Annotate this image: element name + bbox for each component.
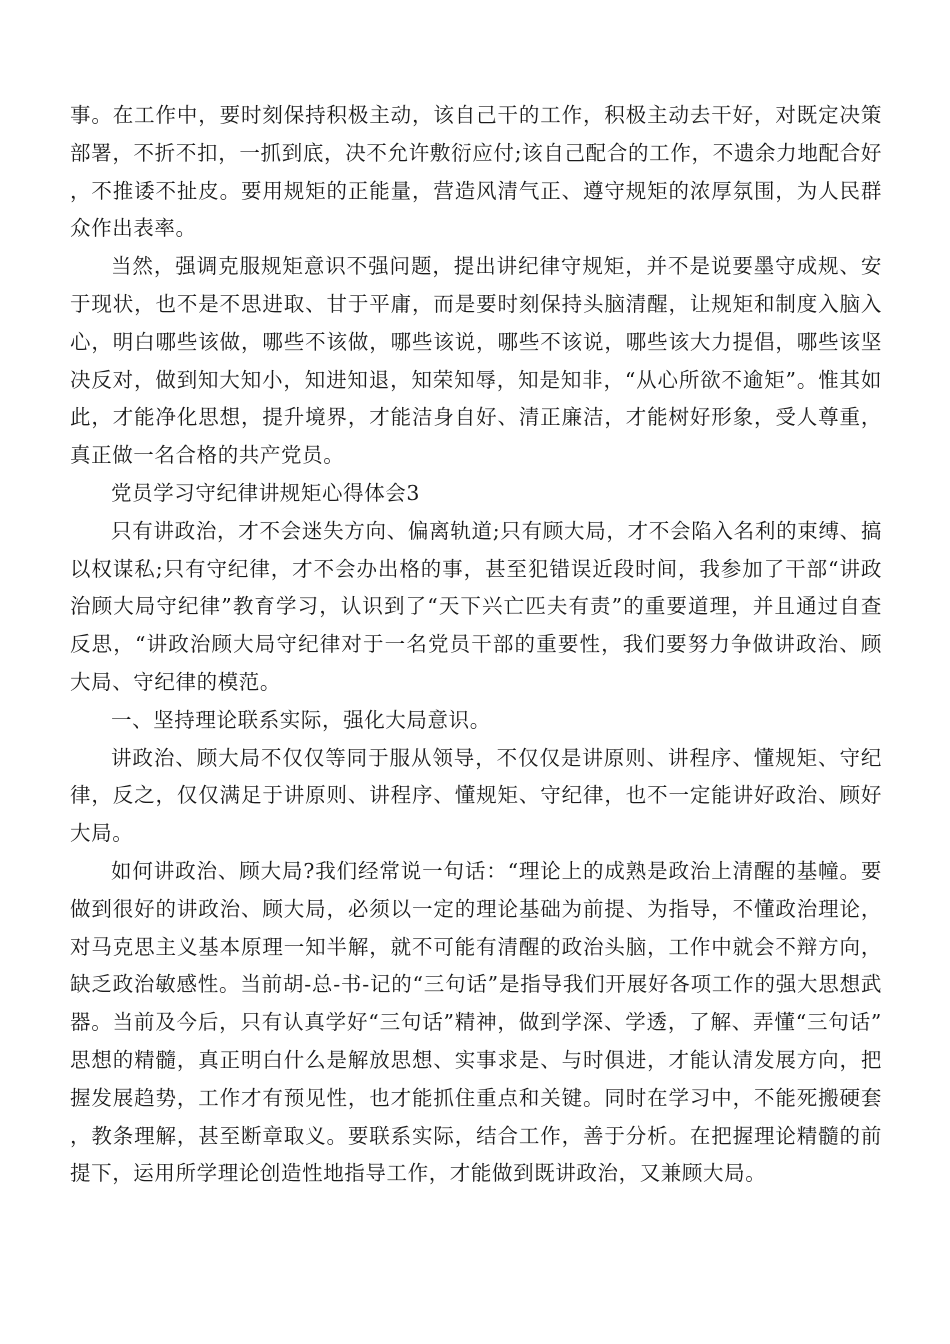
subsection-heading: 一、坚持理论联系实际，强化大局意识。	[111, 707, 491, 732]
body-paragraph-3: 只有讲政治，才不会迷失方向、偏离轨道;只有顾大局，才不会陷入名利的束缚、搞以权谋私;只有守纪律，才不会办出格的事，甚至犯错误近段时间，我参加了干部“讲政治顾大局守纪律”教育学习，认识到了“天下兴亡匹夫有责”的重要道理，并且通过自查反思，“讲政治顾大局守纪律对于一名党员干部的重要性，我们要努力争做讲政治、顾大局、守纪律的模范。	[70, 518, 882, 694]
body-paragraph-2: 当然，强调克服规矩意识不强问题，提出讲纪律守规矩，并不是说要墨守成规、安于现状，也不是不思进取、甘于平庸，而是要时刻保持头脑清醒，让规矩和制度入脑入心，明白哪些该做，哪些不该做，哪些该说，哪些不该说，哪些该大力提倡，哪些该坚决反对，做到知大知小，知进知退，知荣知辱，知是知非，“从心所欲不逾矩”。惟其如此，才能净化思想，提升境界，才能洁身自好、清正廉洁，才能树好形象，受人尊重，真正做一名合格的共产党员。	[70, 254, 882, 468]
section-title: 党员学习守纪律讲规矩心得体会3	[111, 480, 421, 505]
body-paragraph-5: 如何讲政治、顾大局?我们经常说一句话：“理论上的成熟是政治上清醒的基幢。要做到很好的讲政治、顾大局，必须以一定的理论基础为前提、为指导，不懂政治理论，对马克思主义基本原理一知半解，就不可能有清醒的政治头脑，工作中就会不辩方向，缺乏政治敏感性。当前胡-总-书-记的“三句话”是指导我们开展好各项工作的强大思想武器。当前及今后，只有认真学好“三句话”精神，做到学深、学透，了解、弄懂“三句话”思想的精髓，真正明白什么是解放思想、实事求是、与时俱进，才能认清发展方向，把握发展趋势，工作才有预见性，也才能抓住重点和关键。同时在学习中，不能死搬硬套，教条理解，甚至断章取义。要联系实际，结合工作，善于分析。在把握理论精髓的前提下，运用所学理论创造性地指导工作，才能做到既讲政治，又兼顾大局。	[70, 858, 882, 1186]
document-body	[70, 97, 882, 1193]
body-paragraph-4: 讲政治、顾大局不仅仅等同于服从领导，不仅仅是讲原则、讲程序、懂规矩、守纪律，反之，仅仅满足于讲原则、讲程序、懂规矩、守纪律，也不一定能讲好政治、顾好大局。	[70, 745, 882, 846]
body-paragraph-1: 事。在工作中，要时刻保持积极主动，该自己干的工作，积极主动去干好，对既定决策部署，不折不扣，一抓到底，决不允许敷衍应付;该自己配合的工作，不遗余力地配合好，不推诿不扯皮。要用规矩的正能量，营造风清气正、遵守规矩的浓厚氛围，为人民群众作出表率。	[70, 103, 882, 241]
